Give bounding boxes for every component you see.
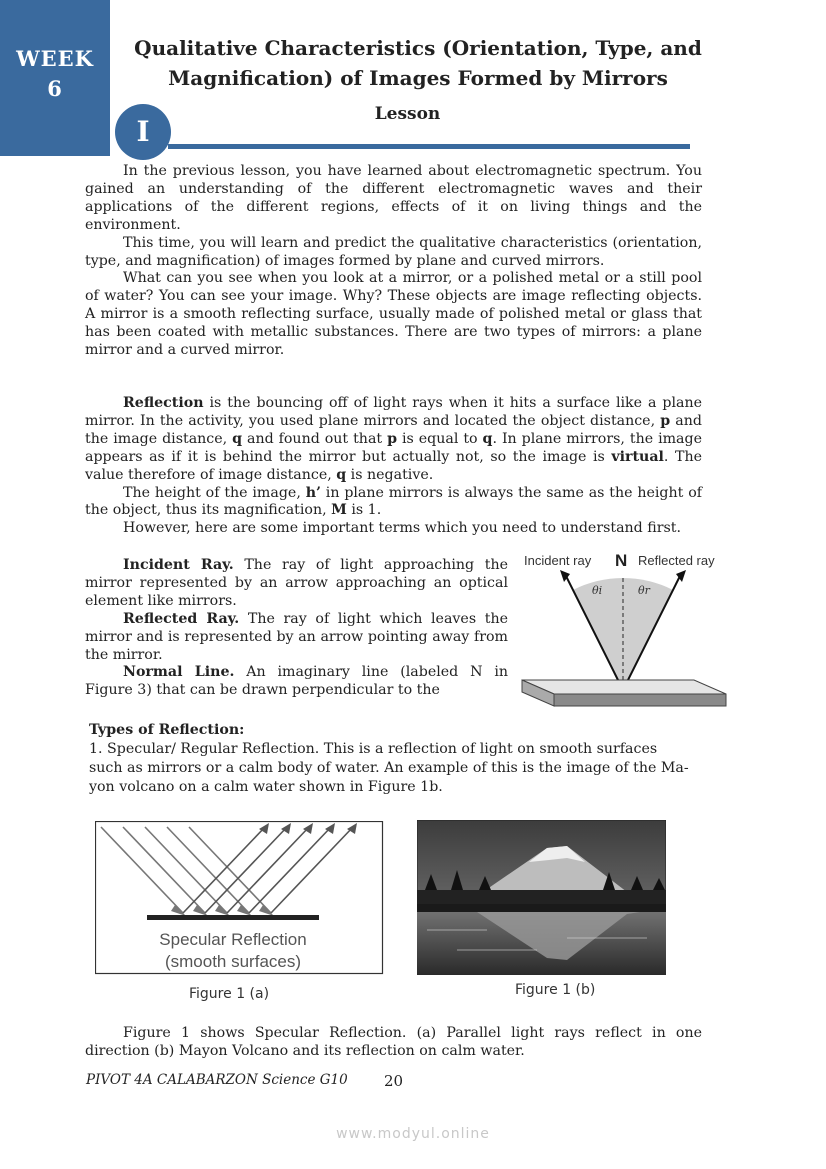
theta-r-label: θr (638, 584, 650, 597)
reflected-ray-label: Reflected ray (638, 553, 715, 568)
closing-paragraph: Figure 1 shows Specular Reflection. (a) Parallel light rays reflect in one direction (b) Mayon Volcano and its reflection on calm water. (85, 1025, 702, 1059)
terms-intro: However, here are some important terms which you need to understand first. (123, 520, 682, 537)
reflected-ray-definition: Reflected Ray. The ray of light which leaves the mirror and is represented by an arrow pointing away from the mirror. (85, 610, 508, 663)
page-title (118, 33, 718, 93)
week-banner (0, 0, 110, 156)
figure-1a-label-2: (smooth surfaces) (164, 952, 302, 971)
incident-ray-definition: Incident Ray. The ray of light approaching the mirror represented by an arrow approaching an optical element like mirrors. (85, 557, 508, 609)
closing-text (85, 1025, 702, 1061)
specular-line-2: such as mirrors or a calm body of water. An example of this is the image of the Ma- (89, 760, 689, 776)
height-paragraph: The height of the image, h’ in plane mirrors is always the same as the height of the object, thus its magnification, M is 1. (85, 484, 702, 519)
specular-line-3: yon volcano on a calm water shown in Figure 1b. (89, 779, 443, 795)
figure-1b-caption: Figure 1 (b) (515, 982, 596, 998)
reflection-diagram (518, 548, 730, 716)
mirror-top (522, 680, 726, 694)
title-line-1: Qualitative Characteristics (Orientation, Type, and (134, 36, 702, 60)
figure-1b-photo (417, 820, 666, 975)
reflection-text (85, 395, 702, 538)
intro-paragraph-1: In the previous lesson, you have learned about electromagnetic spectrum. You gained an understanding of the different electromagnetic waves and their applications of the different regions, effects of it on living things and the environment. (85, 163, 702, 233)
figure-1a (95, 821, 384, 975)
week-number: 6 (47, 76, 63, 101)
types-of-reflection (89, 721, 714, 797)
mirror-front (554, 694, 726, 706)
section-label: Lesson (374, 104, 441, 124)
figure-1a-caption: Figure 1 (a) (189, 986, 270, 1002)
page-number: 20 (384, 1072, 404, 1090)
reflection-term: Reflection (123, 395, 204, 411)
treeline (417, 890, 666, 904)
theta-i-label: θi (592, 584, 603, 597)
figure-1a-label-1: Specular Reflection (159, 930, 307, 949)
intro-paragraph-2: This time, you will learn and predict the qualitative characteristics (orientation, type, and magnification) of images formed by plane and curved mirrors. (85, 234, 702, 269)
terms-text (85, 557, 508, 700)
footer-source: PIVOT 4A CALABARZON Science G10 (86, 1072, 348, 1088)
specular-line-1: 1. Specular/ Regular Reflection. This is a reflection of light on smooth surfaces (89, 741, 658, 757)
title-line-2: Magnification) of Images Formed by Mirrors (168, 66, 668, 90)
incident-ray-label: Incident ray (524, 553, 592, 568)
week-label-block (0, 44, 110, 104)
normal-line-definition: Normal Line. An imaginary line (labeled N in Figure 3) that can be drawn perpendicular to the (85, 664, 508, 699)
normal-label: N (615, 551, 628, 570)
intro-text (85, 163, 702, 360)
types-heading: Types of Reflection: (89, 722, 245, 738)
week-label: WEEK (16, 46, 94, 71)
smooth-surface (147, 915, 319, 920)
title-divider (168, 144, 690, 149)
section-badge: I (115, 104, 171, 160)
watermark: www.modyul.online (336, 1126, 490, 1142)
intro-paragraph-3: What can you see when you look at a mirror, or a polished metal or a still pool of water? You can see your image. Why? These objects are image reflecting objects. A mirror is a smooth reflecting surface, usually made of polished metal or glass that has been coated with metallic substances. There are two types of mirrors: a plane mirror and a curved mirror. (85, 270, 702, 359)
reflection-paragraph: Reflection is the bouncing off of light rays when it hits a surface like a plane mirror. In the activity, you used plane mirrors and located the object distance, p and the image distance, q and found out that p is equal to q. In plane mirrors, the image appears as if it is behind the mirror but actually not, so the image is virtual. The value therefore of image distance, q is negative. (85, 395, 702, 483)
